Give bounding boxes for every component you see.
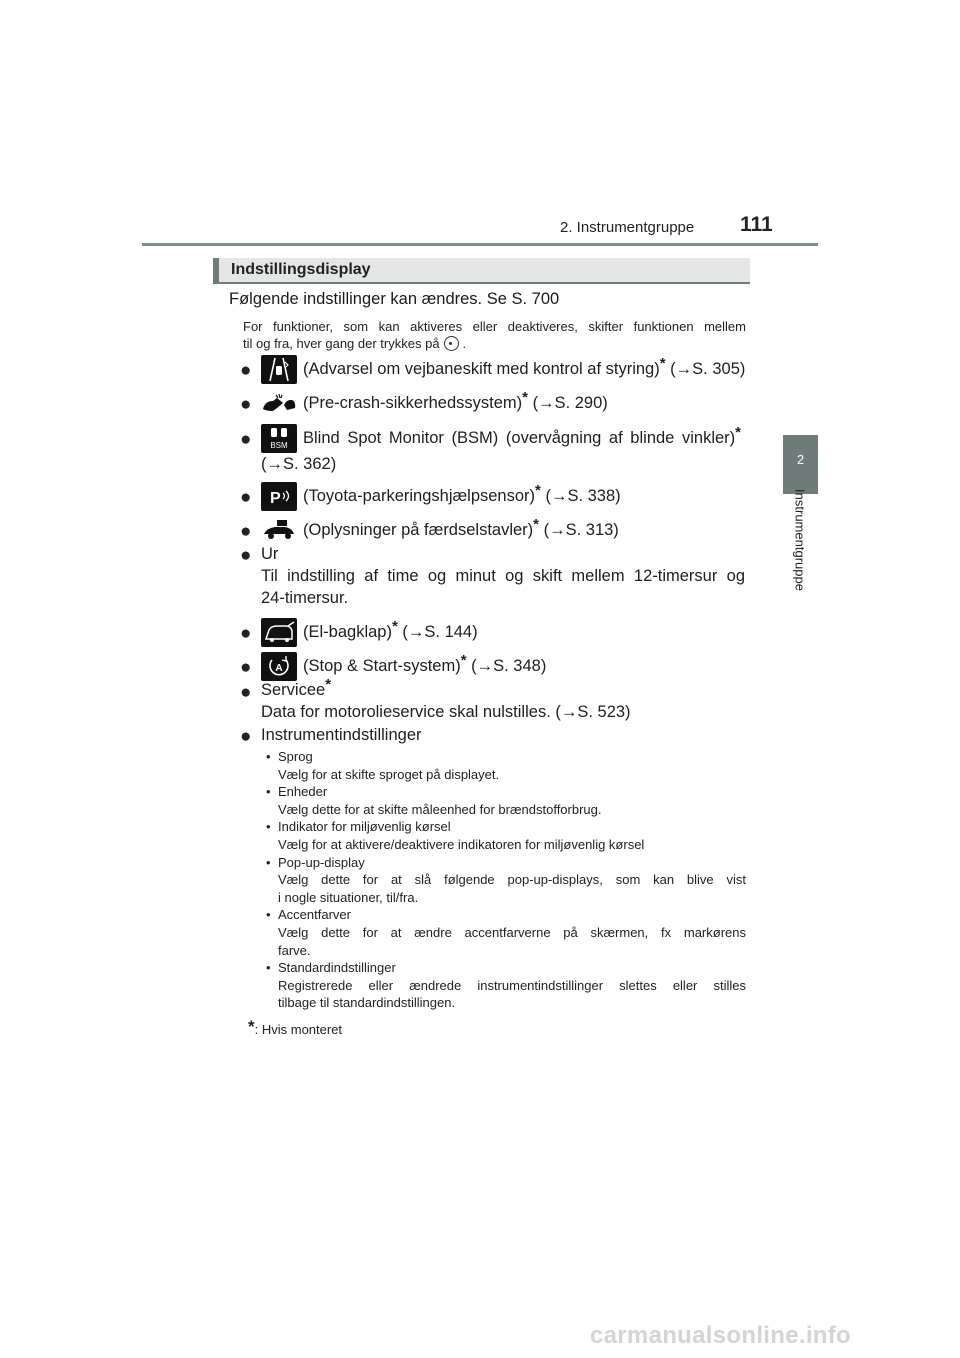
- sub-bullet: •: [266, 819, 271, 835]
- sub-item: [266, 959, 746, 1012]
- note-line-1: For funktioner, som kan aktiveres eller deaktiveres, skifter funktionen mellem: [243, 319, 746, 334]
- item-description: Til indstilling af time og minut og skift mellem 12-timersur og: [261, 567, 745, 585]
- page-reference: (→S. 290): [532, 394, 608, 412]
- bullet-icon: ●: [240, 521, 252, 542]
- list-item: [261, 424, 741, 453]
- sub-bullet: •: [266, 960, 271, 976]
- list-item: [261, 389, 608, 418]
- sub-item: [266, 818, 746, 853]
- sub-item-name: Pop-up-display: [278, 854, 365, 870]
- watermark: carmanualsonline.info: [590, 1322, 852, 1349]
- item-text: (Oplysninger på færdselstavler): [303, 521, 534, 539]
- sub-item-desc: Registrerede eller ændrede instrumentindstillinger slettes eller stilles: [278, 977, 746, 993]
- sub-item-desc: tilbage til standardindstillingen.: [278, 995, 456, 1011]
- sub-item: [266, 748, 746, 783]
- footnote-star: *: [522, 388, 528, 406]
- footnote-star: *: [535, 481, 541, 499]
- page-reference: (→S. 305): [670, 360, 746, 378]
- footnote-text: : Hvis monteret: [254, 1022, 343, 1037]
- note-line-2-text: til og fra, hver gang der trykkes på: [243, 336, 440, 351]
- list-item: [261, 652, 546, 681]
- item-text: (Stop & Start-system): [303, 657, 461, 675]
- sub-item-name: Standardindstillinger: [278, 960, 396, 976]
- item-text: (El-bagklap): [303, 623, 392, 641]
- sub-bullet: •: [266, 749, 271, 764]
- item-title: [261, 676, 332, 700]
- bullet-icon: ●: [240, 394, 252, 415]
- power-back-door-icon: [261, 618, 297, 647]
- section-title-bar: [213, 258, 750, 284]
- chapter-header: 2. Instrumentgruppe: [560, 219, 695, 236]
- footnote-star: *: [533, 515, 540, 533]
- chapter-tab-number: 2: [796, 452, 805, 467]
- sub-item-name: Indikator for miljøvenlig kørsel: [278, 819, 451, 835]
- sub-bullet: •: [266, 907, 271, 923]
- bullet-icon: ●: [240, 623, 252, 644]
- bullet-icon: ●: [240, 545, 252, 566]
- svg-text:A: A: [275, 663, 283, 674]
- list-item: [261, 482, 621, 511]
- bullet-icon: ●: [240, 726, 252, 747]
- sub-item-desc: farve.: [278, 942, 311, 958]
- sub-item: [266, 854, 746, 907]
- note-line-2-end: .: [462, 336, 467, 351]
- intro-text: Følgende indstillinger kan ændres. Se S. 700: [229, 290, 560, 308]
- sub-item: [266, 906, 746, 959]
- header-rule: [142, 243, 818, 246]
- sub-bullet: •: [266, 854, 271, 870]
- sub-item-desc: Vælg dette for at ændre accentfarverne på skærmen, fx markørens: [278, 924, 746, 940]
- page-reference: (→S. 313): [543, 521, 619, 539]
- sub-item-desc: Vælg for at aktivere/deaktivere indikatoren for miljøvenlig kørsel: [278, 836, 645, 852]
- footnote-star: *: [391, 617, 398, 635]
- list-item: [261, 355, 745, 384]
- sub-item-desc: Vælg dette for at slå følgende pop-up-displays, som kan blive vist: [278, 872, 746, 888]
- bullet-icon: ●: [240, 682, 252, 703]
- item-title: Instrumentindstillinger: [261, 726, 422, 744]
- page-number: 111: [740, 213, 773, 236]
- sub-list: [266, 748, 746, 1012]
- sub-item: [266, 783, 746, 818]
- sub-bullet: •: [266, 784, 271, 800]
- item-title-text: Servicee: [261, 681, 326, 699]
- svg-text:BSM: BSM: [270, 441, 288, 450]
- note: [243, 318, 746, 352]
- svg-text:P: P: [270, 490, 281, 507]
- page-reference: (→S. 362): [261, 455, 337, 473]
- footnote-star: *: [659, 354, 666, 372]
- page-reference: (→S. 348): [471, 657, 547, 675]
- footnote: [248, 1017, 342, 1037]
- lane-departure-icon: [261, 355, 297, 384]
- bullet-icon: ●: [240, 657, 252, 678]
- section-title: Indstillingsdisplay: [231, 261, 371, 278]
- item-text: Blind Spot Monitor (BSM) (overvågning af blinde vinkler): [303, 429, 736, 447]
- parking-sensor-icon: [261, 482, 297, 511]
- sub-item-desc: Vælg dette for at skifte måleenhed for brændstofforbrug.: [278, 801, 602, 817]
- footnote-star: *: [248, 1017, 255, 1036]
- page-reference: (→S. 338): [545, 487, 621, 505]
- item-text: (Toyota-parkeringshjælpsensor): [303, 487, 536, 505]
- item-description: 24-timersur.: [261, 589, 349, 607]
- sub-item-desc: i nogle situationer, til/fra.: [278, 889, 419, 905]
- item-text: (Advarsel om vejbaneskift med kontrol af styring): [303, 360, 660, 378]
- item-title: Ur: [261, 545, 279, 563]
- footnote-star: *: [460, 651, 467, 669]
- road-sign-icon: [261, 516, 297, 545]
- footnote-star: *: [325, 676, 332, 693]
- stop-start-icon: [261, 652, 297, 681]
- note-line-2: [243, 335, 746, 352]
- list-item: [261, 516, 619, 545]
- bullet-icon: ●: [240, 360, 252, 381]
- bullet-icon: ●: [240, 487, 252, 508]
- bsm-icon: [261, 424, 297, 453]
- bullet-icon: ●: [240, 429, 252, 450]
- list-item: [261, 618, 478, 647]
- sub-item-desc: Vælg for at skifte sproget på displayet.: [278, 766, 500, 782]
- ok-button-icon: [444, 336, 459, 351]
- item-description: Data for motorolieservice skal nulstilles. (→S. 523): [261, 703, 631, 721]
- page-reference: (→S. 144): [402, 623, 478, 641]
- footnote-star: *: [735, 423, 741, 441]
- sub-item-name: Sprog: [278, 749, 313, 764]
- sub-item-name: Accentfarver: [278, 907, 351, 923]
- item-text: (Pre-crash-sikkerhedssystem): [303, 394, 523, 412]
- sub-item-name: Enheder: [278, 784, 328, 800]
- chapter-tab: [783, 435, 818, 494]
- chapter-tab-label: Instrumentgruppe: [792, 489, 808, 591]
- pre-crash-icon: [261, 389, 297, 418]
